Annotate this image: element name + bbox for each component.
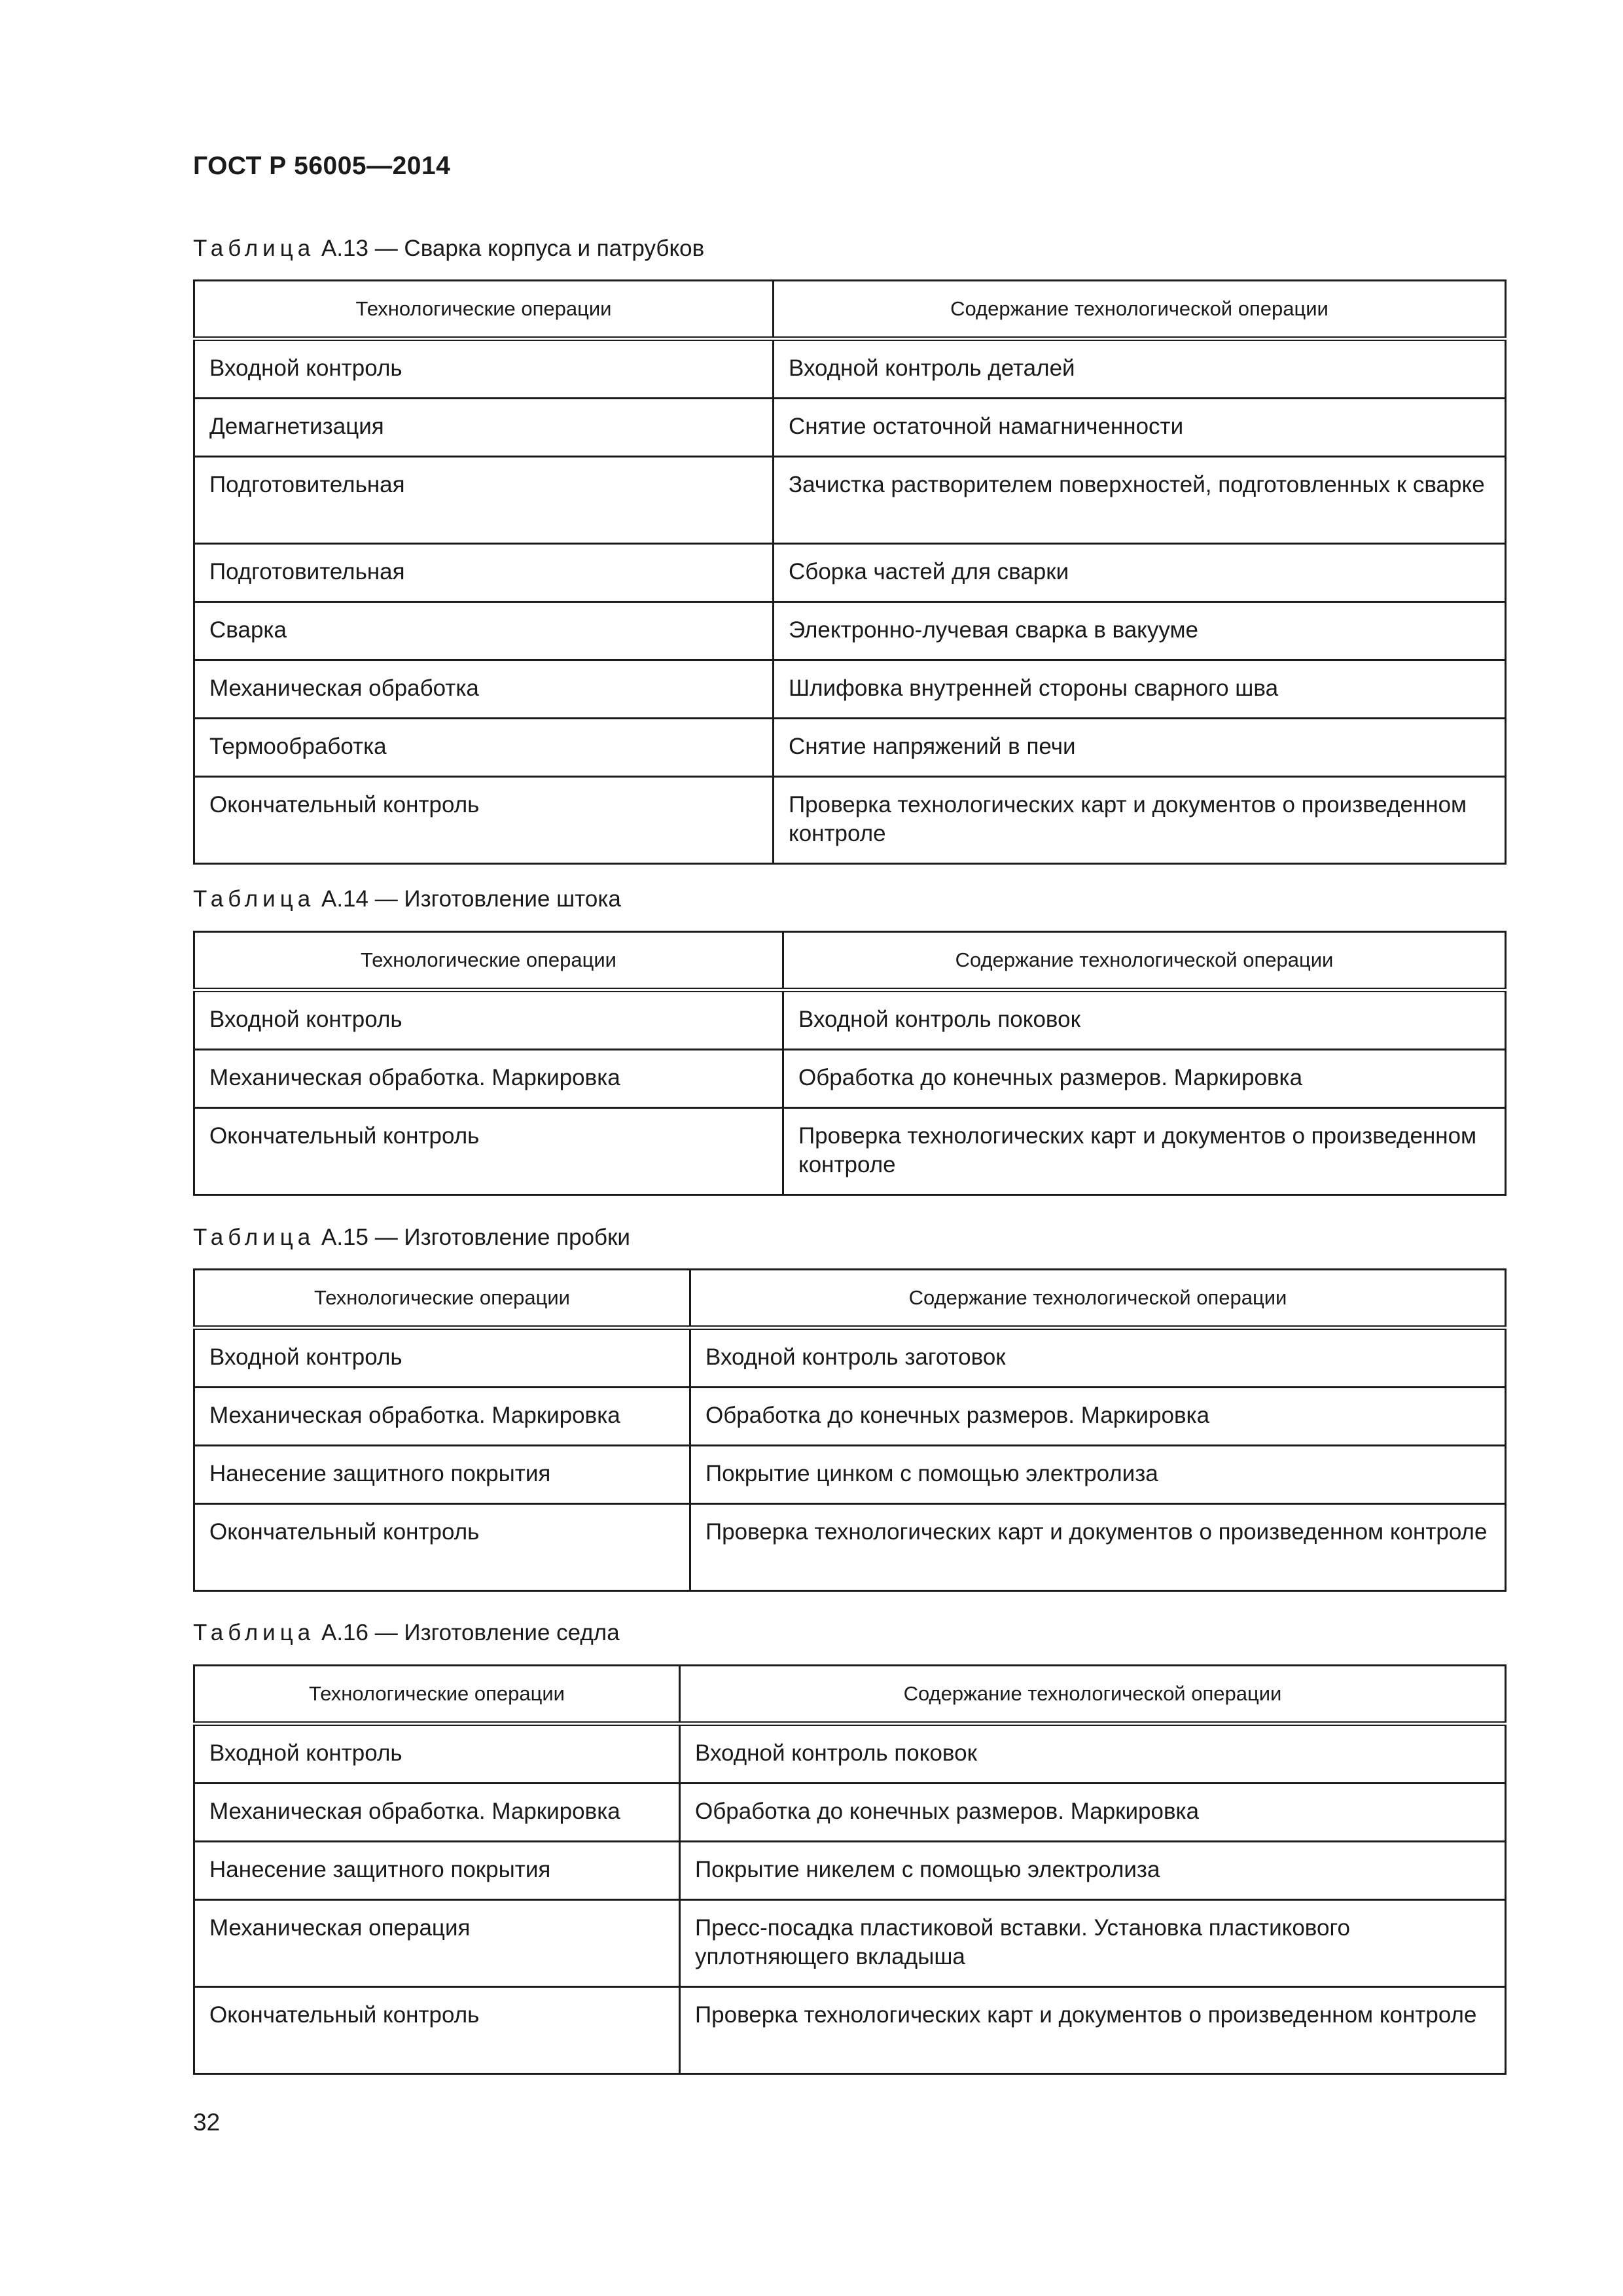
- cell-content: Обработка до конечных размеров. Маркировка: [690, 1388, 1506, 1446]
- document-header: ГОСТ Р 56005—2014: [193, 152, 451, 180]
- column-header-operations: Технологические операции: [194, 281, 774, 339]
- cell-operation: Нанесение защитного покрытия: [194, 1446, 690, 1504]
- caption-label: Таблица: [193, 1225, 315, 1250]
- page-number: 32: [193, 2109, 221, 2136]
- cell-operation: Входной контроль: [194, 1328, 690, 1388]
- cell-content: Входной контроль деталей: [774, 339, 1506, 399]
- table-caption: [193, 886, 621, 912]
- caption-title: А.15 — Изготовление пробки: [321, 1225, 630, 1250]
- caption-label: Таблица: [193, 1620, 315, 1645]
- cell-content: Обработка до конечных размеров. Маркировка: [783, 1050, 1506, 1108]
- cell-operation: Механическая операция: [194, 1900, 680, 1987]
- cell-content: Покрытие никелем с помощью электролиза: [680, 1842, 1506, 1900]
- table-header-row: [194, 281, 1506, 339]
- table-row: [194, 399, 1506, 457]
- cell-content: Снятие напряжений в печи: [774, 719, 1506, 777]
- caption-title: А.16 — Изготовление седла: [321, 1620, 620, 1645]
- cell-operation: Механическая обработка. Маркировка: [194, 1784, 680, 1842]
- cell-content: Покрытие цинком с помощью электролиза: [690, 1446, 1506, 1504]
- table-row: [194, 1842, 1506, 1900]
- table-row: [194, 990, 1506, 1050]
- cell-operation: Механическая обработка: [194, 660, 774, 719]
- table-a14: [193, 931, 1507, 1196]
- table-row: [194, 1388, 1506, 1446]
- cell-operation: Окончательный контроль: [194, 1108, 783, 1195]
- cell-operation: Окончательный контроль: [194, 1987, 680, 2074]
- column-header-operations: Технологические операции: [194, 1270, 690, 1328]
- cell-operation: Подготовительная: [194, 457, 774, 544]
- column-header-content: Содержание технологической операции: [680, 1666, 1506, 1724]
- table-caption: [193, 1225, 630, 1251]
- table-row: [194, 1900, 1506, 1987]
- cell-content: Пресс-посадка пластиковой вставки. Установка пластикового уплотняющего вкладыша: [680, 1900, 1506, 1987]
- cell-content: Снятие остаточной намагниченности: [774, 399, 1506, 457]
- cell-operation: Подготовительная: [194, 544, 774, 602]
- cell-content: Входной контроль поковок: [680, 1724, 1506, 1784]
- cell-operation: Механическая обработка. Маркировка: [194, 1050, 783, 1108]
- cell-operation: Механическая обработка. Маркировка: [194, 1388, 690, 1446]
- caption-label: Таблица: [193, 886, 315, 912]
- table-row: [194, 544, 1506, 602]
- table-row: [194, 1108, 1506, 1195]
- caption-label: Таблица: [193, 236, 315, 261]
- table-header-row: [194, 932, 1506, 990]
- cell-content: Проверка технологических карт и документов о произведенном контроле: [774, 777, 1506, 864]
- table-row: [194, 777, 1506, 864]
- cell-content: Проверка технологических карт и документов о произведенном контроле: [680, 1987, 1506, 2074]
- cell-operation: Входной контроль: [194, 339, 774, 399]
- caption-title: А.14 — Изготовление штока: [321, 886, 621, 912]
- table-row: [194, 1050, 1506, 1108]
- cell-content: Зачистка растворителем поверхностей, подготовленных к сварке: [774, 457, 1506, 544]
- cell-operation: Демагнетизация: [194, 399, 774, 457]
- cell-content: Шлифовка внутренней стороны сварного шва: [774, 660, 1506, 719]
- column-header-content: Содержание технологической операции: [690, 1270, 1506, 1328]
- cell-content: Обработка до конечных размеров. Маркировка: [680, 1784, 1506, 1842]
- cell-content: Проверка технологических карт и документов о произведенном контроле: [690, 1504, 1506, 1591]
- table-a15: [193, 1268, 1507, 1592]
- table-header-row: [194, 1666, 1506, 1724]
- table-row: [194, 660, 1506, 719]
- cell-content: Электронно-лучевая сварка в вакууме: [774, 602, 1506, 660]
- table-a16: [193, 1664, 1507, 2075]
- cell-operation: Нанесение защитного покрытия: [194, 1842, 680, 1900]
- cell-operation: Входной контроль: [194, 1724, 680, 1784]
- cell-content: Входной контроль поковок: [783, 990, 1506, 1050]
- cell-operation: Окончательный контроль: [194, 1504, 690, 1591]
- table-row: [194, 1446, 1506, 1504]
- cell-operation: Входной контроль: [194, 990, 783, 1050]
- table-row: [194, 1724, 1506, 1784]
- table-row: [194, 1784, 1506, 1842]
- table-row: [194, 1987, 1506, 2074]
- column-header-content: Содержание технологической операции: [783, 932, 1506, 990]
- table-row: [194, 1328, 1506, 1388]
- caption-title: А.13 — Сварка корпуса и патрубков: [321, 236, 705, 261]
- cell-content: Входной контроль заготовок: [690, 1328, 1506, 1388]
- table-header-row: [194, 1270, 1506, 1328]
- table-row: [194, 719, 1506, 777]
- cell-content: Проверка технологических карт и документов о произведенном контроле: [783, 1108, 1506, 1195]
- column-header-operations: Технологические операции: [194, 1666, 680, 1724]
- column-header-operations: Технологические операции: [194, 932, 783, 990]
- table-a13: [193, 279, 1507, 865]
- cell-operation: Сварка: [194, 602, 774, 660]
- cell-operation: Термообработка: [194, 719, 774, 777]
- table-row: [194, 339, 1506, 399]
- table-caption: [193, 1620, 620, 1646]
- table-row: [194, 1504, 1506, 1591]
- table-row: [194, 602, 1506, 660]
- cell-content: Сборка частей для сварки: [774, 544, 1506, 602]
- column-header-content: Содержание технологической операции: [774, 281, 1506, 339]
- table-caption: [193, 236, 704, 262]
- table-row: [194, 457, 1506, 544]
- cell-operation: Окончательный контроль: [194, 777, 774, 864]
